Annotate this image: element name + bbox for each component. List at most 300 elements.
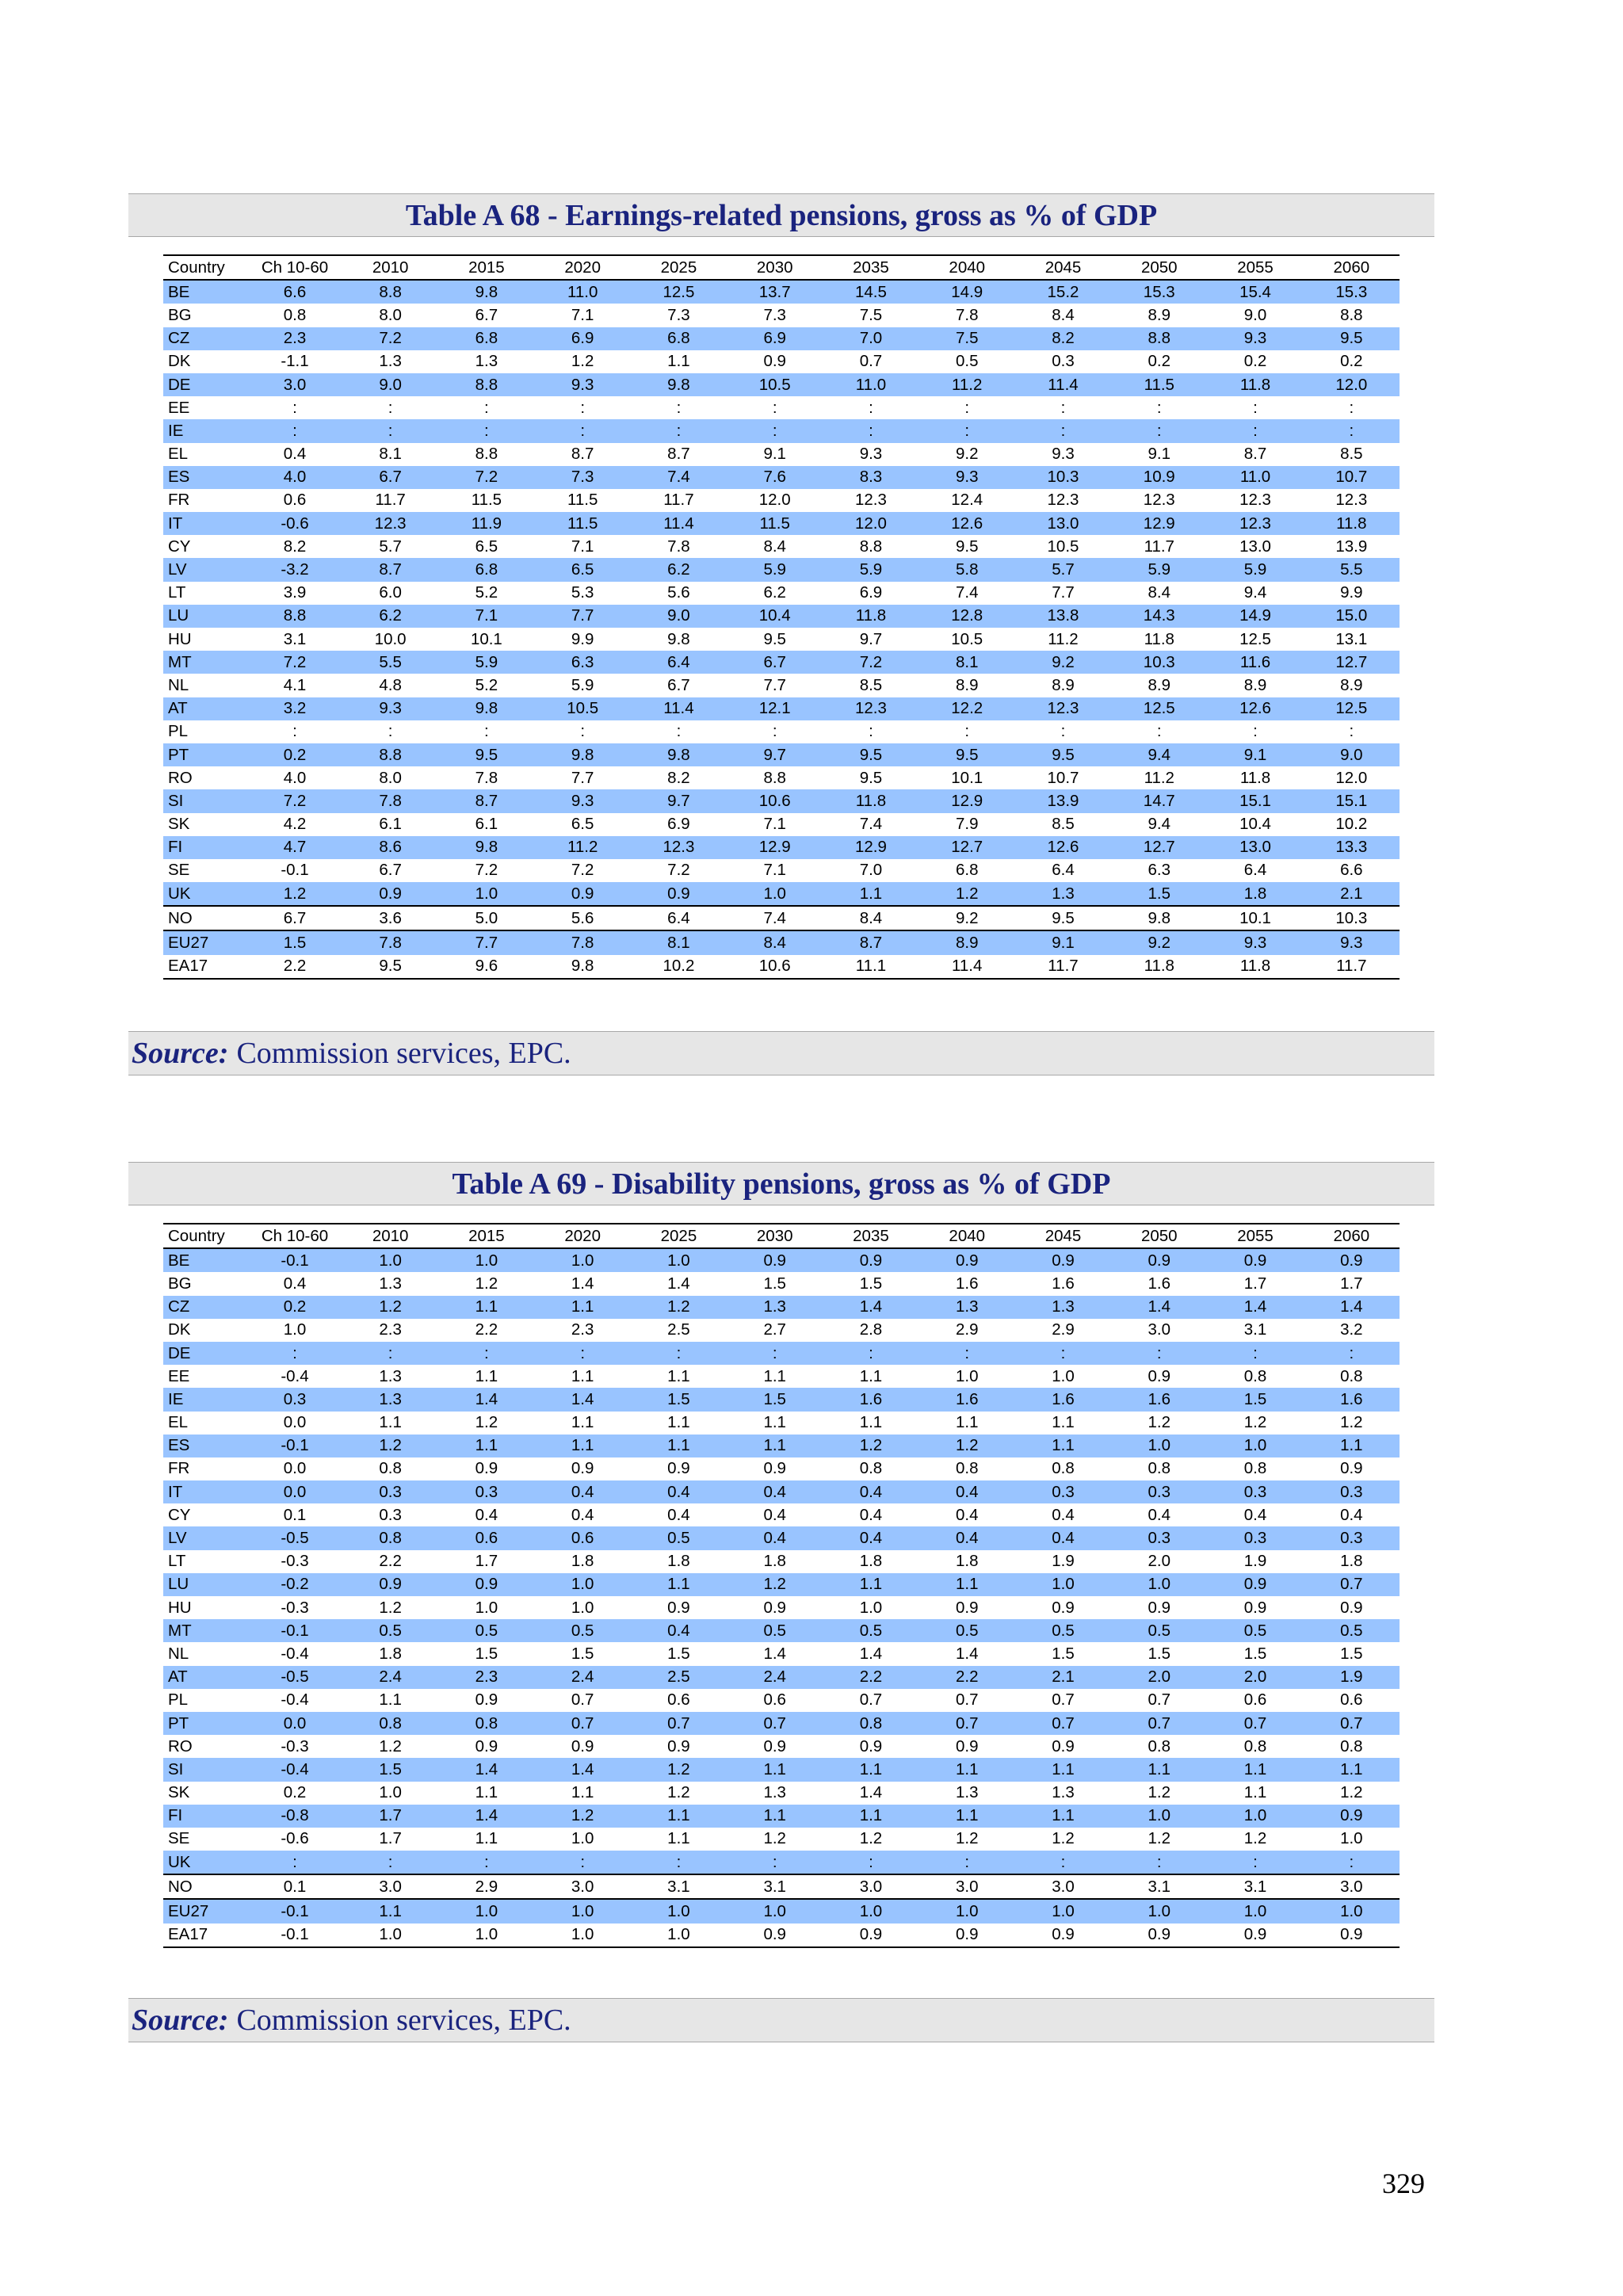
value-cell: 9.3 xyxy=(342,697,438,720)
value-cell: 1.1 xyxy=(823,1758,918,1781)
value-cell: -0.8 xyxy=(247,1805,342,1828)
value-cell: 8.7 xyxy=(823,930,918,954)
value-cell: : xyxy=(1060,722,1066,741)
value-cell: 12.7 xyxy=(1111,836,1207,859)
value-cell: 1.1 xyxy=(727,1805,823,1828)
value-cell: 2.2 xyxy=(379,1552,402,1571)
value-cell: 9.5 xyxy=(955,537,979,556)
value-cell: 1.1 xyxy=(1015,1758,1111,1781)
value-cell: 8.1 xyxy=(919,651,1015,674)
source-label: Source: xyxy=(132,1037,229,1070)
value-cell: 1.1 xyxy=(1052,1413,1075,1432)
table-row xyxy=(163,1573,1400,1596)
value-cell: : xyxy=(292,722,297,741)
value-cell: 6.7 xyxy=(475,305,498,324)
value-cell: 12.3 xyxy=(1239,491,1271,510)
country-cell: EA17 xyxy=(163,955,247,979)
value-cell: 8.5 xyxy=(1340,445,1363,464)
column-header: Country xyxy=(163,255,247,280)
value-cell: 0.4 xyxy=(283,445,307,464)
value-cell: : xyxy=(1207,1342,1303,1365)
value-cell: 1.8 xyxy=(763,1552,786,1571)
country-cell: IE xyxy=(163,1388,247,1411)
value-cell: 9.5 xyxy=(342,955,438,979)
value-cell: 8.8 xyxy=(438,373,534,396)
value-cell: 11.8 xyxy=(1207,373,1303,396)
table-row xyxy=(163,1782,1400,1805)
value-cell: 2.3 xyxy=(438,1666,534,1689)
value-cell: 1.2 xyxy=(571,352,594,371)
value-cell: 2.1 xyxy=(1015,1666,1111,1689)
value-cell: 3.0 xyxy=(342,1874,438,1899)
table-row xyxy=(163,1666,1400,1689)
value-cell: 12.5 xyxy=(1304,697,1400,720)
value-cell: 4.0 xyxy=(283,768,307,787)
country-cell: IE xyxy=(163,419,247,442)
value-cell: 7.1 xyxy=(571,305,594,324)
value-cell: 1.9 xyxy=(1052,1552,1075,1571)
table-row xyxy=(163,605,1400,628)
value-cell: 2.9 xyxy=(955,1320,979,1339)
source-text: Commission services, EPC. xyxy=(236,2004,571,2037)
value-cell: : xyxy=(631,1851,727,1874)
column-header: 2030 xyxy=(727,1224,823,1248)
value-cell: 1.1 xyxy=(1304,1435,1400,1457)
value-cell: 1.2 xyxy=(1148,1783,1170,1802)
country-cell: SK xyxy=(168,815,190,834)
value-cell: -0.6 xyxy=(281,1829,309,1848)
value-cell: 5.9 xyxy=(438,651,534,674)
value-cell: 1.1 xyxy=(823,1573,918,1596)
value-cell: 0.0 xyxy=(247,1712,342,1735)
page-number: 329 xyxy=(1382,2168,1425,2199)
value-cell: 11.5 xyxy=(727,512,823,535)
value-cell: 0.9 xyxy=(1052,1598,1075,1617)
value-cell: 7.4 xyxy=(631,466,727,489)
value-cell: : xyxy=(869,722,873,741)
value-cell: 9.8 xyxy=(631,743,727,766)
value-cell: 10.1 xyxy=(951,768,983,787)
value-cell: 9.4 xyxy=(1243,583,1267,602)
country-cell: PT xyxy=(163,743,247,766)
value-cell: 8.4 xyxy=(1052,305,1075,324)
value-cell: 12.3 xyxy=(855,491,887,510)
value-cell: 0.9 xyxy=(727,1248,823,1272)
column-header: 2015 xyxy=(438,1224,534,1248)
value-cell: 1.1 xyxy=(631,1573,727,1596)
value-cell: 0.5 xyxy=(438,1619,534,1642)
value-cell: 9.5 xyxy=(1304,327,1400,350)
value-cell: 7.5 xyxy=(919,327,1015,350)
value-cell: 0.2 xyxy=(247,1296,342,1319)
value-cell: 8.1 xyxy=(631,930,727,954)
column-header: Country xyxy=(163,1224,247,1248)
value-cell: 0.4 xyxy=(823,1526,918,1549)
value-cell: 9.5 xyxy=(859,768,883,787)
value-cell: 1.0 xyxy=(535,1573,631,1596)
column-header: 2010 xyxy=(342,255,438,280)
value-cell: 1.8 xyxy=(379,1644,402,1663)
value-cell: 0.8 xyxy=(1052,1459,1075,1478)
value-cell: 5.5 xyxy=(342,651,438,674)
value-cell: 7.4 xyxy=(955,583,979,602)
value-cell: 0.7 xyxy=(727,1712,823,1735)
value-cell: 10.5 xyxy=(535,697,631,720)
value-cell: 0.6 xyxy=(667,1690,690,1710)
value-cell: 0.9 xyxy=(1304,1248,1400,1272)
table-row xyxy=(163,1924,1400,1947)
country-cell: AT xyxy=(163,1666,247,1689)
value-cell: 11.5 xyxy=(567,491,598,510)
value-cell: 12.3 xyxy=(1015,697,1111,720)
value-cell: : xyxy=(388,722,393,741)
value-cell: 10.3 xyxy=(1111,651,1207,674)
value-cell: 8.7 xyxy=(667,445,690,464)
value-cell: 9.6 xyxy=(438,955,534,979)
column-header: 2020 xyxy=(535,1224,631,1248)
value-cell: 1.4 xyxy=(823,1296,918,1319)
table-row xyxy=(163,766,1400,789)
value-cell: 1.1 xyxy=(823,1805,918,1828)
value-cell: 1.1 xyxy=(1207,1758,1303,1781)
value-cell: : xyxy=(727,419,823,442)
value-cell: -0.4 xyxy=(281,1366,309,1385)
country-cell: NO xyxy=(163,906,247,930)
value-cell: 1.1 xyxy=(823,882,918,906)
value-cell: 1.1 xyxy=(475,1829,498,1848)
column-header: 2045 xyxy=(1015,1224,1111,1248)
country-cell: UK xyxy=(163,1851,247,1874)
value-cell: 8.5 xyxy=(1052,815,1075,834)
value-cell: 11.0 xyxy=(1207,466,1303,489)
value-cell: 1.8 xyxy=(859,1552,883,1571)
value-cell: 1.0 xyxy=(859,1598,883,1617)
value-cell: 6.9 xyxy=(535,327,631,350)
value-cell: 1.1 xyxy=(667,1366,690,1385)
value-cell: 1.1 xyxy=(535,1435,631,1457)
value-cell: 6.6 xyxy=(247,280,342,304)
value-cell: 0.4 xyxy=(955,1505,979,1524)
value-cell: 8.9 xyxy=(1340,675,1363,694)
value-cell: 12.3 xyxy=(631,836,727,859)
value-cell: 0.5 xyxy=(919,1619,1015,1642)
table-row xyxy=(163,1526,1400,1549)
table-a69-title-bar xyxy=(128,1162,1434,1205)
value-cell: 0.9 xyxy=(475,1459,498,1478)
value-cell: 12.3 xyxy=(1335,491,1368,510)
value-cell: 1.5 xyxy=(247,930,342,954)
value-cell: 8.5 xyxy=(859,675,883,694)
value-cell: 1.4 xyxy=(535,1758,631,1781)
value-cell: 11.5 xyxy=(471,491,502,510)
value-cell: 6.0 xyxy=(379,583,402,602)
value-cell: 2.2 xyxy=(823,1666,918,1689)
value-cell: 0.9 xyxy=(763,1598,786,1617)
value-cell: 7.8 xyxy=(342,789,438,812)
value-cell: 1.0 xyxy=(1207,1899,1303,1923)
value-cell: 1.2 xyxy=(1340,1413,1363,1432)
country-cell: CZ xyxy=(163,327,247,350)
value-cell: 0.9 xyxy=(1148,1598,1170,1617)
value-cell: 1.5 xyxy=(859,1274,883,1293)
value-cell: -0.3 xyxy=(281,1598,309,1617)
value-cell: 0.7 xyxy=(1207,1712,1303,1735)
value-cell: 0.9 xyxy=(1207,1573,1303,1596)
country-cell: DK xyxy=(168,1320,191,1339)
value-cell: 1.5 xyxy=(475,1644,498,1663)
value-cell: -0.3 xyxy=(281,1552,309,1571)
value-cell: : xyxy=(484,722,489,741)
value-cell: 8.4 xyxy=(823,906,918,930)
value-cell: 9.5 xyxy=(1015,743,1111,766)
value-cell: 6.3 xyxy=(535,651,631,674)
value-cell: : xyxy=(919,419,1015,442)
country-cell: BG xyxy=(168,305,192,324)
value-cell: : xyxy=(438,1851,534,1874)
value-cell: 10.2 xyxy=(631,955,727,979)
value-cell: 1.0 xyxy=(571,1598,594,1617)
table-a69-block xyxy=(128,1162,1434,1948)
value-cell: 14.9 xyxy=(919,280,1015,304)
value-cell: 12.9 xyxy=(823,836,918,859)
value-cell: 1.0 xyxy=(631,1248,727,1272)
source-text: Commission services, EPC. xyxy=(236,1037,571,1070)
column-header: 2035 xyxy=(823,1224,918,1248)
value-cell: 0.7 xyxy=(1015,1712,1111,1735)
table-row xyxy=(163,789,1400,812)
value-cell: 9.0 xyxy=(631,605,727,628)
country-cell: CY xyxy=(168,1505,191,1524)
value-cell: 1.1 xyxy=(919,1805,1015,1828)
value-cell: 1.3 xyxy=(955,1783,979,1802)
value-cell: 1.0 xyxy=(631,1924,727,1947)
value-cell: 2.7 xyxy=(763,1320,786,1339)
value-cell: 0.5 xyxy=(1015,1619,1111,1642)
value-cell: 1.1 xyxy=(379,1413,402,1432)
value-cell: 1.4 xyxy=(1207,1296,1303,1319)
table-row xyxy=(163,558,1400,581)
value-cell: 2.2 xyxy=(247,955,342,979)
value-cell: 9.3 xyxy=(1052,445,1075,464)
value-cell: 0.4 xyxy=(727,1480,823,1503)
country-cell: PT xyxy=(163,1712,247,1735)
value-cell: 8.8 xyxy=(1340,305,1363,324)
value-cell: 1.2 xyxy=(475,1413,498,1432)
value-cell: 0.1 xyxy=(247,1874,342,1899)
value-cell: 7.7 xyxy=(1052,583,1075,602)
value-cell: -0.4 xyxy=(281,1690,309,1710)
value-cell: 9.5 xyxy=(438,743,534,766)
value-cell: : xyxy=(1304,419,1400,442)
value-cell: 0.9 xyxy=(823,1248,918,1272)
table-row xyxy=(163,1642,1400,1665)
value-cell: 10.5 xyxy=(1047,537,1079,556)
value-cell: 5.2 xyxy=(475,675,498,694)
value-cell: 9.0 xyxy=(1304,743,1400,766)
value-cell: 2.4 xyxy=(727,1666,823,1689)
value-cell: 1.2 xyxy=(919,1435,1015,1457)
table-row xyxy=(163,1296,1400,1319)
value-cell: 8.8 xyxy=(475,445,498,464)
table-row xyxy=(163,350,1400,373)
value-cell: 13.9 xyxy=(1015,789,1111,812)
value-cell: 6.7 xyxy=(342,466,438,489)
value-cell: 0.4 xyxy=(475,1505,498,1524)
value-cell: 9.9 xyxy=(1340,583,1363,602)
value-cell: 0.6 xyxy=(1243,1690,1267,1710)
table-row xyxy=(163,1805,1400,1828)
value-cell: 5.8 xyxy=(919,558,1015,581)
value-cell: 0.5 xyxy=(342,1619,438,1642)
value-cell: 13.8 xyxy=(1015,605,1111,628)
value-cell: 0.9 xyxy=(667,1459,690,1478)
value-cell: : xyxy=(1015,419,1111,442)
value-cell: 8.7 xyxy=(1243,445,1267,464)
value-cell: 1.6 xyxy=(823,1388,918,1411)
value-cell: 0.9 xyxy=(1304,1924,1400,1947)
value-cell: 1.1 xyxy=(919,1573,1015,1596)
value-cell: 0.9 xyxy=(1015,1924,1111,1947)
value-cell: 14.7 xyxy=(1111,789,1207,812)
table-row xyxy=(163,1319,1400,1342)
value-cell: 9.4 xyxy=(1111,743,1207,766)
value-cell: 8.7 xyxy=(342,558,438,581)
value-cell: 12.9 xyxy=(727,836,823,859)
value-cell: : xyxy=(1349,722,1354,741)
value-cell: 7.2 xyxy=(823,651,918,674)
value-cell: 12.0 xyxy=(1304,373,1400,396)
value-cell: 7.2 xyxy=(571,861,594,880)
value-cell: 1.2 xyxy=(1243,1829,1267,1848)
table-row xyxy=(163,1412,1400,1435)
value-cell: 0.2 xyxy=(1243,352,1267,371)
value-cell: 1.0 xyxy=(1207,1805,1303,1828)
value-cell: 0.9 xyxy=(1052,1736,1075,1755)
value-cell: 1.2 xyxy=(631,1758,727,1781)
value-cell: 8.9 xyxy=(1243,675,1267,694)
value-cell: -0.1 xyxy=(247,1435,342,1457)
value-cell: : xyxy=(676,722,682,741)
value-cell: 0.8 xyxy=(1243,1736,1267,1755)
value-cell: 6.5 xyxy=(571,815,594,834)
value-cell: 12.5 xyxy=(1111,697,1207,720)
value-cell: 12.0 xyxy=(1335,768,1368,787)
value-cell: 0.3 xyxy=(379,1505,402,1524)
table-a68-title-bar xyxy=(128,193,1434,237)
value-cell: -0.2 xyxy=(247,1573,342,1596)
value-cell: 11.8 xyxy=(823,789,918,812)
value-cell: 7.1 xyxy=(763,861,786,880)
column-header: 2015 xyxy=(438,255,534,280)
value-cell: 0.5 xyxy=(1111,1619,1207,1642)
value-cell: 0.8 xyxy=(342,1712,438,1735)
value-cell: 1.8 xyxy=(1207,882,1303,906)
column-header: 2010 xyxy=(342,1224,438,1248)
value-cell: 1.8 xyxy=(571,1552,594,1571)
value-cell: 0.3 xyxy=(1052,352,1075,371)
column-header: 2060 xyxy=(1304,1224,1400,1248)
value-cell: 11.4 xyxy=(1015,373,1111,396)
value-cell: -0.1 xyxy=(247,1619,342,1642)
value-cell: 2.0 xyxy=(1207,1666,1303,1689)
table-row xyxy=(163,304,1400,327)
country-cell: NL xyxy=(168,1644,189,1663)
value-cell: 10.7 xyxy=(1304,466,1400,489)
value-cell: 8.7 xyxy=(438,789,534,812)
value-cell: 5.6 xyxy=(667,583,690,602)
value-cell: : xyxy=(964,398,970,417)
value-cell: 1.0 xyxy=(438,882,534,906)
value-cell: 11.4 xyxy=(631,697,727,720)
value-cell: : xyxy=(1111,1342,1207,1365)
value-cell: 0.9 xyxy=(763,1459,786,1478)
country-cell: AT xyxy=(163,697,247,720)
value-cell: 1.6 xyxy=(919,1388,1015,1411)
value-cell: 13.0 xyxy=(1207,836,1303,859)
value-cell: : xyxy=(247,1342,342,1365)
value-cell: 11.8 xyxy=(823,605,918,628)
value-cell: 0.8 xyxy=(283,305,307,324)
value-cell: 1.2 xyxy=(535,1805,631,1828)
country-cell: BE xyxy=(163,1248,247,1272)
country-cell: SI xyxy=(163,789,247,812)
value-cell: 1.0 xyxy=(475,1598,498,1617)
value-cell: 2.9 xyxy=(438,1874,534,1899)
table-row xyxy=(163,1342,1400,1365)
value-cell: 7.7 xyxy=(438,930,534,954)
value-cell: 0.9 xyxy=(571,1736,594,1755)
value-cell: 9.7 xyxy=(727,743,823,766)
value-cell: 1.2 xyxy=(379,1598,402,1617)
value-cell: 0.4 xyxy=(823,1480,918,1503)
value-cell: 1.1 xyxy=(475,1783,498,1802)
value-cell: 0.9 xyxy=(763,352,786,371)
value-cell: 0.4 xyxy=(1148,1505,1170,1524)
value-cell: 9.1 xyxy=(1015,930,1111,954)
table-header-row xyxy=(163,255,1400,280)
value-cell: 1.3 xyxy=(342,1388,438,1411)
value-cell: 12.3 xyxy=(1207,512,1303,535)
value-cell: 1.1 xyxy=(571,1413,594,1432)
value-cell: 0.2 xyxy=(1148,352,1170,371)
value-cell: 1.1 xyxy=(571,1366,594,1385)
value-cell: 4.0 xyxy=(247,466,342,489)
table-row xyxy=(163,1248,1400,1272)
table-row xyxy=(163,1388,1400,1411)
table-row xyxy=(163,489,1400,512)
value-cell: 4.2 xyxy=(283,815,307,834)
value-cell: 9.0 xyxy=(342,373,438,396)
value-cell: 1.3 xyxy=(379,1366,402,1385)
country-cell: BG xyxy=(168,1274,192,1293)
value-cell: 1.0 xyxy=(1111,1899,1207,1923)
value-cell: 2.3 xyxy=(247,327,342,350)
table-row xyxy=(163,720,1400,743)
value-cell: 2.5 xyxy=(667,1320,690,1339)
value-cell: 6.4 xyxy=(1243,861,1267,880)
value-cell: 7.2 xyxy=(475,861,498,880)
value-cell: 7.5 xyxy=(859,305,883,324)
value-cell: 15.3 xyxy=(1111,280,1207,304)
table-row xyxy=(163,674,1400,697)
value-cell: 0.9 xyxy=(1207,1248,1303,1272)
value-cell: 4.8 xyxy=(379,675,402,694)
table-row xyxy=(163,836,1400,859)
value-cell: 1.3 xyxy=(379,352,402,371)
value-cell: 6.1 xyxy=(475,815,498,834)
value-cell: 1.0 xyxy=(919,1899,1015,1923)
column-header: 2025 xyxy=(631,1224,727,1248)
